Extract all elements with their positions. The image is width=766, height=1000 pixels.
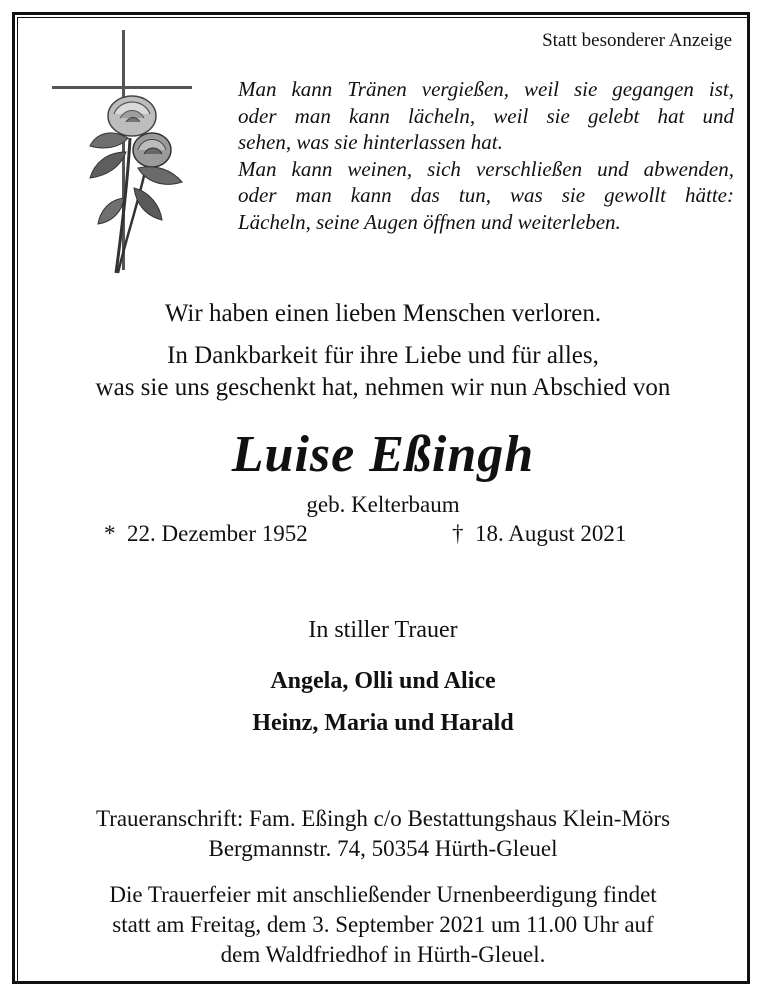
mourners-line: Heinz, Maria und Harald	[252, 710, 514, 736]
poem-line: sehen, was sie hinterlassen hat.	[238, 130, 503, 154]
mourners-list	[20, 660, 746, 744]
service-info	[20, 880, 746, 970]
service-line: dem Waldfriedhof in Hürth-Gleuel.	[220, 942, 546, 967]
poem	[238, 76, 734, 235]
service-line: statt am Freitag, dem 3. September 2021 um 11.00 Uhr auf	[112, 912, 654, 937]
death-symbol: †	[452, 521, 464, 546]
birth-date	[104, 521, 308, 547]
birth-date-text: 22. Dezember 1952	[127, 521, 308, 546]
intro-line: Wir haben einen lieben Menschen verloren.	[164, 300, 602, 327]
intro-line: In Dankbarkeit für ihre Liebe und für alles,	[167, 342, 599, 369]
poem-line: oder man kann lächeln, weil sie gelebt hat und	[238, 103, 734, 128]
intro-line: was sie uns geschenkt hat, nehmen wir nun Abschied von	[95, 374, 671, 401]
service-line: Die Trauerfeier mit anschließender Urnenbeerdigung findet	[109, 882, 657, 907]
death-date	[452, 521, 626, 547]
birth-symbol: *	[104, 521, 116, 546]
deceased-name: Luise Eßingh	[231, 426, 535, 483]
poem-line: oder man kann das tun, was sie gewollt hätte:	[238, 183, 734, 207]
birth-name: geb. Kelterbaum	[306, 492, 460, 517]
poem-line: Man kann Tränen vergießen, weil sie gegangen ist,	[238, 77, 734, 101]
notice-type: Statt besonderer Anzeige	[542, 30, 732, 51]
intro-text	[20, 298, 746, 404]
mourning-address	[20, 804, 746, 864]
address-line: Traueranschrift: Fam. Eßingh c/o Bestattungshaus Klein-Mörs	[95, 806, 671, 831]
cross-with-roses-icon	[40, 28, 220, 283]
poem-line: Man kann weinen, sich verschließen und abwenden,	[238, 156, 734, 181]
mourners-line: Angela, Olli und Alice	[270, 668, 496, 694]
address-line: Bergmannstr. 74, 50354 Hürth-Gleuel	[208, 836, 558, 861]
poem-line: Lächeln, seine Augen öffnen und weiterleben.	[238, 209, 621, 234]
mourning-heading: In stiller Trauer	[308, 617, 458, 643]
death-date-text: 18. August 2021	[475, 521, 627, 546]
